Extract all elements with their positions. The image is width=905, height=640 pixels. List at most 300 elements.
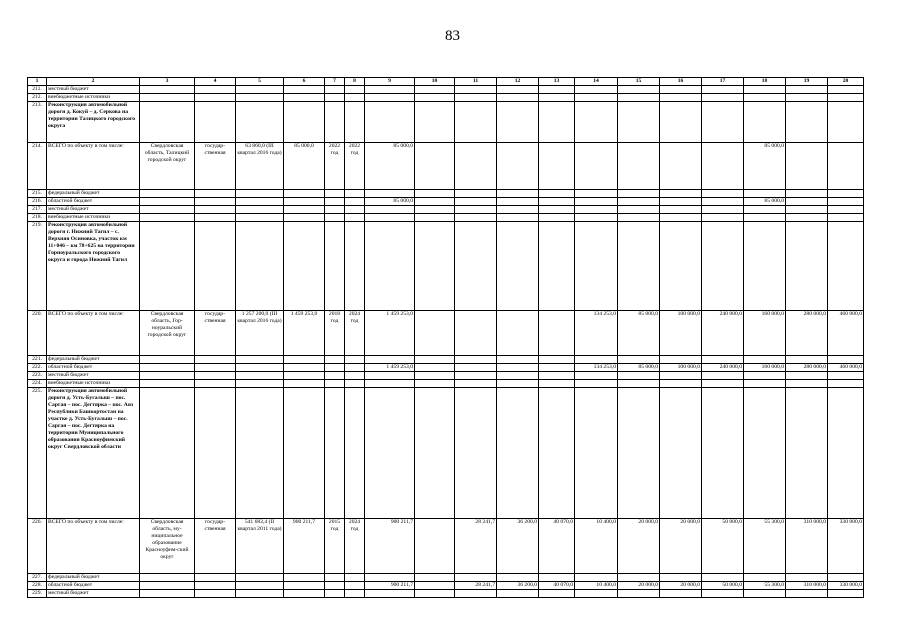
table-cell <box>702 143 744 190</box>
table-cell <box>828 380 864 388</box>
table-cell <box>284 364 325 372</box>
table-cell <box>828 388 864 519</box>
column-header-3: 3 <box>140 78 195 86</box>
column-header-9: 9 <box>365 78 415 86</box>
row-number: 216. <box>28 198 47 206</box>
table-cell <box>365 190 415 198</box>
page-number: 83 <box>445 28 460 44</box>
table-cell <box>365 222 415 311</box>
table-cell <box>345 388 365 519</box>
row-number: 224. <box>28 380 47 388</box>
table-cell: 330 000,0 <box>828 519 864 574</box>
table-cell <box>236 94 284 102</box>
table-cell <box>236 574 284 582</box>
table-cell <box>828 214 864 222</box>
row-label: ВСЕГО по объекту в том числе: <box>47 311 140 356</box>
table-cell <box>497 574 539 582</box>
table-cell: 85 000,0 <box>744 198 786 206</box>
table-cell <box>618 198 660 206</box>
table-cell <box>345 582 365 590</box>
table-cell <box>702 214 744 222</box>
table-cell: 85 000,0 <box>618 311 660 356</box>
table-cell: 330 000,0 <box>828 582 864 590</box>
table-cell <box>618 94 660 102</box>
table-cell <box>497 94 539 102</box>
table-cell <box>284 574 325 582</box>
table-cell <box>786 94 828 102</box>
table-cell <box>786 198 828 206</box>
table-cell <box>702 190 744 198</box>
table-cell: Свердловская область, Гор-ноуральский городской округ <box>140 311 195 356</box>
table-cell <box>325 94 345 102</box>
table-cell <box>455 86 497 94</box>
table-cell <box>702 590 744 598</box>
column-header-5: 5 <box>236 78 284 86</box>
table-cell <box>455 206 497 214</box>
table-cell <box>539 94 575 102</box>
row-label: Реконструкция автомобильной дороги г. Нижний Тагил – с. Верхняя Осиновка, участок км 11+046 – км 78+625 на территории Горноуральского городского округа и города Нижний Тагил <box>47 222 140 311</box>
table-cell <box>195 102 236 143</box>
table-cell <box>618 372 660 380</box>
row-number: 213. <box>28 102 47 143</box>
table-row <box>28 372 864 380</box>
table-cell <box>660 372 702 380</box>
table-cell <box>365 102 415 143</box>
table-cell <box>575 388 618 519</box>
table-cell <box>455 143 497 190</box>
table-cell <box>284 190 325 198</box>
table-cell <box>140 86 195 94</box>
column-header-10: 10 <box>415 78 455 86</box>
table-cell <box>828 574 864 582</box>
table-row <box>28 388 864 519</box>
table-cell <box>345 590 365 598</box>
column-header-13: 13 <box>539 78 575 86</box>
table-cell: 240 000,0 <box>702 364 744 372</box>
table-cell <box>345 102 365 143</box>
table-cell <box>365 380 415 388</box>
row-number: 221. <box>28 356 47 364</box>
table-cell <box>539 143 575 190</box>
table-cell <box>575 143 618 190</box>
table-cell: 55 300,0 <box>744 519 786 574</box>
table-cell: 20 000,0 <box>618 519 660 574</box>
table-cell <box>497 198 539 206</box>
column-header-6: 6 <box>284 78 325 86</box>
table-cell <box>455 364 497 372</box>
column-header-7: 7 <box>325 78 345 86</box>
table-cell: 20 000,0 <box>618 582 660 590</box>
table-cell <box>575 206 618 214</box>
table-cell: 85 000,0 <box>365 198 415 206</box>
table-cell <box>539 356 575 364</box>
table-cell <box>539 388 575 519</box>
row-label: областной бюджет <box>47 364 140 372</box>
table-cell <box>140 590 195 598</box>
table-cell <box>284 222 325 311</box>
table-cell <box>702 94 744 102</box>
table-cell <box>140 372 195 380</box>
table-cell <box>140 356 195 364</box>
table-cell <box>325 372 345 380</box>
row-number: 219. <box>28 222 47 311</box>
table-cell <box>786 102 828 143</box>
table-cell <box>702 380 744 388</box>
table-cell <box>786 143 828 190</box>
table-cell <box>195 190 236 198</box>
table-row <box>28 590 864 598</box>
table-cell <box>415 143 455 190</box>
table-row <box>28 356 864 364</box>
table-cell <box>539 102 575 143</box>
table-cell <box>575 94 618 102</box>
table-cell <box>415 590 455 598</box>
table-cell <box>415 206 455 214</box>
table-cell <box>575 102 618 143</box>
table-cell <box>455 94 497 102</box>
table-cell <box>618 86 660 94</box>
table-cell <box>618 190 660 198</box>
table-cell <box>575 222 618 311</box>
table-cell <box>236 214 284 222</box>
table-cell <box>786 190 828 198</box>
table-cell <box>786 388 828 519</box>
table-cell <box>415 364 455 372</box>
table-row <box>28 206 864 214</box>
table-cell <box>195 214 236 222</box>
table-cell: 2024 год <box>345 311 365 356</box>
table-cell <box>744 86 786 94</box>
column-header-2: 2 <box>47 78 140 86</box>
table-cell <box>236 102 284 143</box>
table-cell <box>325 590 345 598</box>
table-cell <box>455 388 497 519</box>
table-cell <box>284 102 325 143</box>
table-cell <box>325 190 345 198</box>
table-cell <box>140 102 195 143</box>
table-cell <box>325 102 345 143</box>
table-cell <box>415 198 455 206</box>
table-cell <box>744 214 786 222</box>
table-cell: государ-ственная <box>195 143 236 190</box>
table-cell <box>236 190 284 198</box>
table-cell <box>195 94 236 102</box>
table-cell <box>345 222 365 311</box>
table-cell <box>744 94 786 102</box>
table-cell: государ-ственная <box>195 311 236 356</box>
table-cell <box>415 574 455 582</box>
row-number: 217. <box>28 206 47 214</box>
table-cell <box>828 102 864 143</box>
table-cell <box>575 198 618 206</box>
table-cell <box>415 94 455 102</box>
table-cell <box>455 198 497 206</box>
table-cell <box>539 590 575 598</box>
table-cell <box>236 198 284 206</box>
table-cell <box>415 222 455 311</box>
table-row <box>28 198 864 206</box>
table-cell <box>455 214 497 222</box>
table-cell <box>325 380 345 388</box>
table-cell <box>284 206 325 214</box>
table-cell <box>828 86 864 94</box>
table-cell: 900 211,7 <box>284 519 325 574</box>
row-number: 214. <box>28 143 47 190</box>
table-cell <box>455 190 497 198</box>
table-cell <box>575 190 618 198</box>
row-label: федеральный бюджет <box>47 574 140 582</box>
table-cell <box>702 102 744 143</box>
table-cell <box>497 311 539 356</box>
table-cell <box>195 372 236 380</box>
table-cell <box>140 214 195 222</box>
table-cell: 85 000,0 <box>284 143 325 190</box>
row-label: Реконструкция автомобильной дороги д. Усть-Бугалыш – пос. Саргая – пос. Дегтярка – пос. Аяз Республики Башкортостан на участке д. Усть-Бугалыш – пос. Саргая – пос. Дегтярка на территории Муниципального образования Красноуфимский округ Свердловской области <box>47 388 140 519</box>
table-cell <box>660 574 702 582</box>
table-cell: 36 200,0 <box>497 519 539 574</box>
table-cell <box>345 86 365 94</box>
table-cell <box>497 380 539 388</box>
table-cell <box>702 388 744 519</box>
row-label: ВСЕГО по объекту в том числе: <box>47 143 140 190</box>
table-cell <box>140 222 195 311</box>
row-number: 220. <box>28 311 47 356</box>
table-cell <box>660 102 702 143</box>
table-cell <box>497 388 539 519</box>
table-cell <box>539 222 575 311</box>
table-cell <box>236 388 284 519</box>
table-cell: 50 000,0 <box>702 519 744 574</box>
table-cell: 36 200,0 <box>497 582 539 590</box>
table-cell: 20 000,0 <box>660 519 702 574</box>
table-cell <box>195 356 236 364</box>
row-number: 215. <box>28 190 47 198</box>
table-row <box>28 143 864 190</box>
table-cell <box>702 198 744 206</box>
table-cell <box>786 574 828 582</box>
table-cell <box>415 388 455 519</box>
table-cell <box>786 356 828 364</box>
table-cell <box>786 372 828 380</box>
table-cell <box>345 574 365 582</box>
table-cell <box>786 86 828 94</box>
table-cell <box>786 214 828 222</box>
table-cell <box>744 222 786 311</box>
table-cell <box>744 590 786 598</box>
table-cell <box>455 590 497 598</box>
table-cell: Свердловская область, Талицкий городской округ <box>140 143 195 190</box>
row-label: внебюджетные источники <box>47 94 140 102</box>
table-cell <box>195 86 236 94</box>
table-cell: 100 000,0 <box>660 364 702 372</box>
table-cell: 10 400,0 <box>575 582 618 590</box>
table-cell <box>828 94 864 102</box>
table-row <box>28 190 864 198</box>
table-cell <box>828 198 864 206</box>
table-cell <box>365 574 415 582</box>
column-header-12: 12 <box>497 78 539 86</box>
table-cell <box>744 190 786 198</box>
row-label: ВСЕГО по объекту в том числе: <box>47 519 140 574</box>
row-label: федеральный бюджет <box>47 356 140 364</box>
table-cell: 1 459 253,0 <box>365 364 415 372</box>
row-label: внебюджетные источники <box>47 214 140 222</box>
table-cell <box>618 222 660 311</box>
row-number: 222. <box>28 364 47 372</box>
table-cell <box>744 372 786 380</box>
table-cell <box>660 356 702 364</box>
table-cell: 63 860,0 (III квартал 2016 года) <box>236 143 284 190</box>
table-cell <box>786 590 828 598</box>
table-cell: 460 000,0 <box>828 311 864 356</box>
row-number: 227. <box>28 574 47 582</box>
table-cell <box>455 372 497 380</box>
table-cell <box>618 380 660 388</box>
table-cell <box>415 372 455 380</box>
table-cell <box>236 356 284 364</box>
table-row <box>28 582 864 590</box>
table-cell: 1 459 253,0 <box>365 311 415 356</box>
row-label: местный бюджет <box>47 86 140 94</box>
table-cell: 460 000,0 <box>828 364 864 372</box>
column-header-15: 15 <box>618 78 660 86</box>
table-cell <box>284 590 325 598</box>
table-cell <box>575 372 618 380</box>
table-cell <box>497 222 539 311</box>
table-cell: 85 000,0 <box>618 364 660 372</box>
table-row <box>28 380 864 388</box>
table-cell <box>284 356 325 364</box>
table-cell <box>195 388 236 519</box>
table-cell <box>828 356 864 364</box>
table-cell <box>195 198 236 206</box>
row-label: местный бюджет <box>47 590 140 598</box>
table-cell <box>365 356 415 364</box>
table-cell <box>325 356 345 364</box>
table-cell <box>497 206 539 214</box>
table-cell <box>786 380 828 388</box>
table-cell <box>195 590 236 598</box>
table-cell <box>415 311 455 356</box>
table-cell: 1 459 253,0 <box>284 311 325 356</box>
table-cell <box>415 86 455 94</box>
table-cell <box>415 190 455 198</box>
table-cell <box>539 372 575 380</box>
table-cell <box>497 372 539 380</box>
table-cell <box>325 222 345 311</box>
table-cell <box>284 388 325 519</box>
table-cell <box>365 372 415 380</box>
table-row <box>28 311 864 356</box>
table-cell <box>140 388 195 519</box>
table-cell <box>539 214 575 222</box>
table-cell: 240 000,0 <box>702 311 744 356</box>
table-cell <box>325 364 345 372</box>
table-cell <box>236 372 284 380</box>
table-cell: 134 253,0 <box>575 311 618 356</box>
table-cell: государ-ственная <box>195 519 236 574</box>
table-cell: 1 257 200,0 (III квартал 2016 года) <box>236 311 284 356</box>
table-cell: 2022 год <box>325 143 345 190</box>
table-cell <box>660 380 702 388</box>
table-cell <box>618 388 660 519</box>
table-cell: 100 000,0 <box>660 311 702 356</box>
table-cell <box>195 582 236 590</box>
row-label: областной бюджет <box>47 198 140 206</box>
table-cell <box>575 356 618 364</box>
table-cell: 55 300,0 <box>744 582 786 590</box>
table-cell <box>618 143 660 190</box>
row-number: 211. <box>28 86 47 94</box>
table-cell <box>497 86 539 94</box>
table-cell <box>325 214 345 222</box>
table-cell: 160 000,0 <box>744 311 786 356</box>
column-header-1: 1 <box>28 78 47 86</box>
table-cell <box>702 222 744 311</box>
table-cell <box>236 582 284 590</box>
table-cell <box>828 143 864 190</box>
row-number: 223. <box>28 372 47 380</box>
table-cell <box>140 574 195 582</box>
table-cell <box>828 206 864 214</box>
table-cell: 85 000,0 <box>365 143 415 190</box>
table-cell <box>140 198 195 206</box>
table-cell <box>744 102 786 143</box>
table-cell <box>140 582 195 590</box>
table-cell <box>744 574 786 582</box>
table-cell <box>415 214 455 222</box>
table-cell <box>618 102 660 143</box>
table-cell <box>140 364 195 372</box>
table-cell <box>236 86 284 94</box>
table-cell: 40 070,0 <box>539 582 575 590</box>
table-cell: Свердловская область, му-ниципальное образование Красноуфим-ский округ <box>140 519 195 574</box>
column-header-19: 19 <box>786 78 828 86</box>
table-cell <box>325 198 345 206</box>
table-cell <box>415 519 455 574</box>
table-cell <box>702 356 744 364</box>
table-cell <box>660 94 702 102</box>
table-cell <box>415 102 455 143</box>
table-cell: 85 000,0 <box>744 143 786 190</box>
row-label: местный бюджет <box>47 206 140 214</box>
table-cell <box>365 388 415 519</box>
table-cell <box>702 86 744 94</box>
table-cell <box>497 364 539 372</box>
table-row <box>28 214 864 222</box>
table-cell <box>575 214 618 222</box>
table-cell <box>236 222 284 311</box>
table-cell <box>345 364 365 372</box>
table-cell <box>575 86 618 94</box>
table-cell <box>828 190 864 198</box>
table-cell <box>497 590 539 598</box>
table-cell <box>660 388 702 519</box>
table-cell <box>702 574 744 582</box>
table-cell: 280 000,0 <box>786 311 828 356</box>
table-cell <box>575 380 618 388</box>
table-cell <box>497 190 539 198</box>
budget-table <box>27 77 864 598</box>
table-cell <box>365 206 415 214</box>
table-cell <box>455 311 497 356</box>
row-label: федеральный бюджет <box>47 190 140 198</box>
column-header-20: 20 <box>828 78 864 86</box>
table-cell <box>325 388 345 519</box>
column-header-8: 8 <box>345 78 365 86</box>
row-number: 228. <box>28 582 47 590</box>
table-cell <box>345 214 365 222</box>
